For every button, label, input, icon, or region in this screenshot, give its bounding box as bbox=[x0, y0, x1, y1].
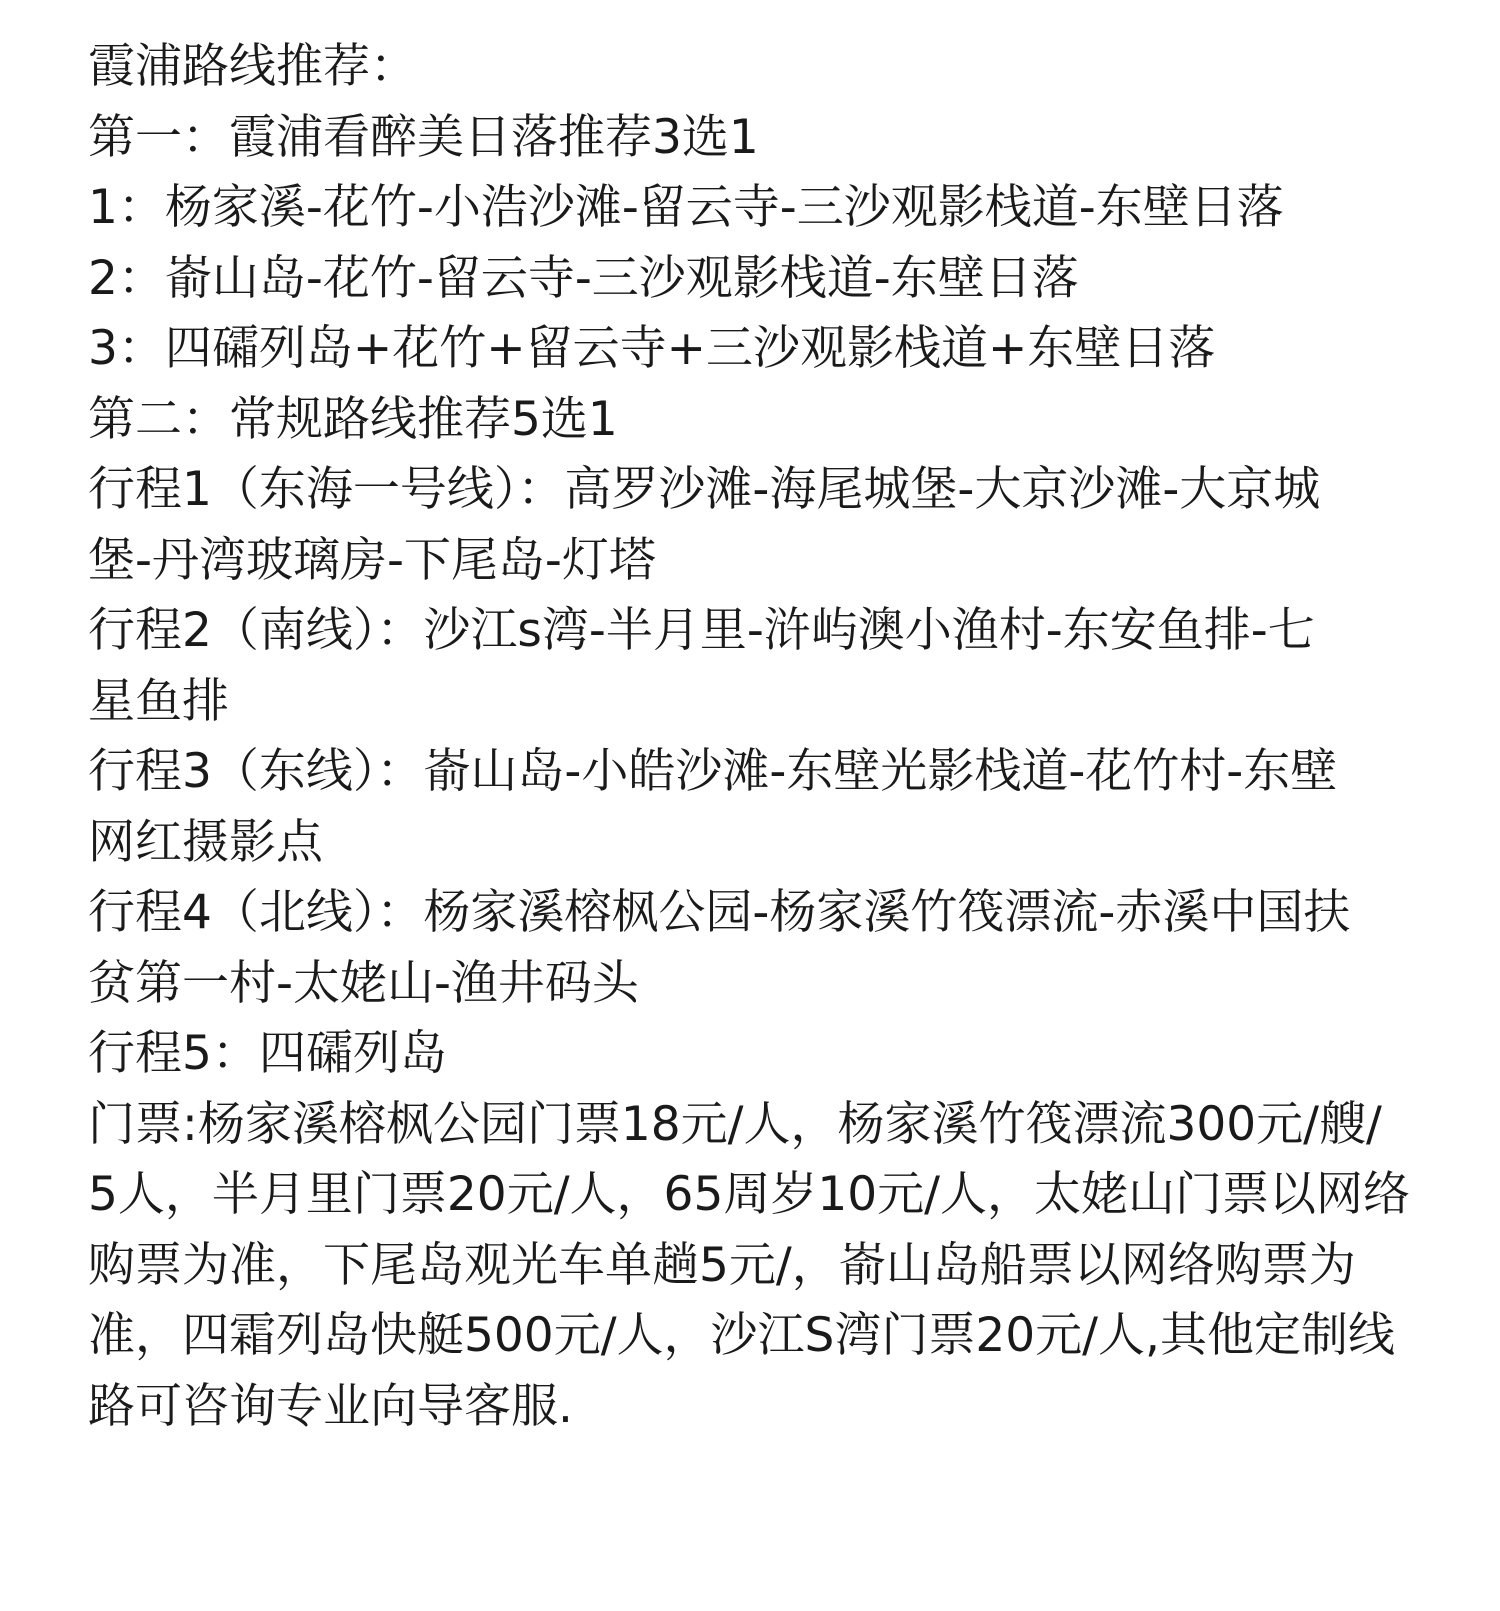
tickets-line-5: 路可咨询专业向导客服. bbox=[88, 1378, 573, 1434]
section-sunset-heading: 第一：霞浦看醉美日落推荐3选1 bbox=[88, 109, 759, 165]
tickets-line-3: 购票为准，下尾岛观光车单趟5元/，嵛山岛船票以网络购票为 bbox=[88, 1237, 1356, 1293]
itinerary-2-line-2: 星鱼排 bbox=[88, 673, 229, 729]
itinerary-1-line-2: 堡-丹湾玻璃房-下尾岛-灯塔 bbox=[88, 532, 656, 588]
itinerary-5-line-1: 行程5：四礵列岛 bbox=[88, 1026, 447, 1081]
itinerary-4-line-2: 贫第一村-太姥山-渔井码头 bbox=[88, 955, 639, 1011]
sunset-route-2: 2：嵛山岛-花竹-留云寺-三沙观影栈道-东壁日落 bbox=[88, 250, 1079, 306]
tickets-line-4: 准，四霜列岛快艇500元/人，沙江S湾门票20元/人,其他定制线 bbox=[88, 1308, 1395, 1363]
tickets-line-2: 5人，半月里门票20元/人，65周岁10元/人，太姥山门票以网络 bbox=[88, 1167, 1410, 1222]
itinerary-3-line-1: 行程3（东线）：嵛山岛-小皓沙滩-东壁光影栈道-花竹村-东壁 bbox=[88, 744, 1338, 799]
itinerary-2-line-1: 行程2（南线）：沙江s湾-半月里-浒屿澳小渔村-东安鱼排-七 bbox=[88, 603, 1315, 658]
sunset-route-1: 1：杨家溪-花竹-小浩沙滩-留云寺-三沙观影栈道-东壁日落 bbox=[88, 180, 1284, 235]
section-regular-heading: 第二：常规路线推荐5选1 bbox=[88, 391, 618, 447]
itinerary-3-line-2: 网红摄影点 bbox=[88, 814, 323, 870]
route-document bbox=[88, 32, 1428, 1442]
itinerary-4-line-1: 行程4（北线）：杨家溪榕枫公园-杨家溪竹筏漂流-赤溪中国扶 bbox=[88, 885, 1351, 940]
sunset-route-3: 3：四礵列岛+花竹+留云寺+三沙观影栈道+东壁日落 bbox=[88, 321, 1216, 376]
itinerary-1-line-1: 行程1（东海一号线）：高罗沙滩-海尾城堡-大京沙滩-大京城 bbox=[88, 462, 1321, 517]
tickets-line-1: 门票:杨家溪榕枫公园门票18元/人，杨家溪竹筏漂流300元/艘/ bbox=[88, 1096, 1382, 1152]
document-title: 霞浦路线推荐： bbox=[88, 39, 417, 94]
